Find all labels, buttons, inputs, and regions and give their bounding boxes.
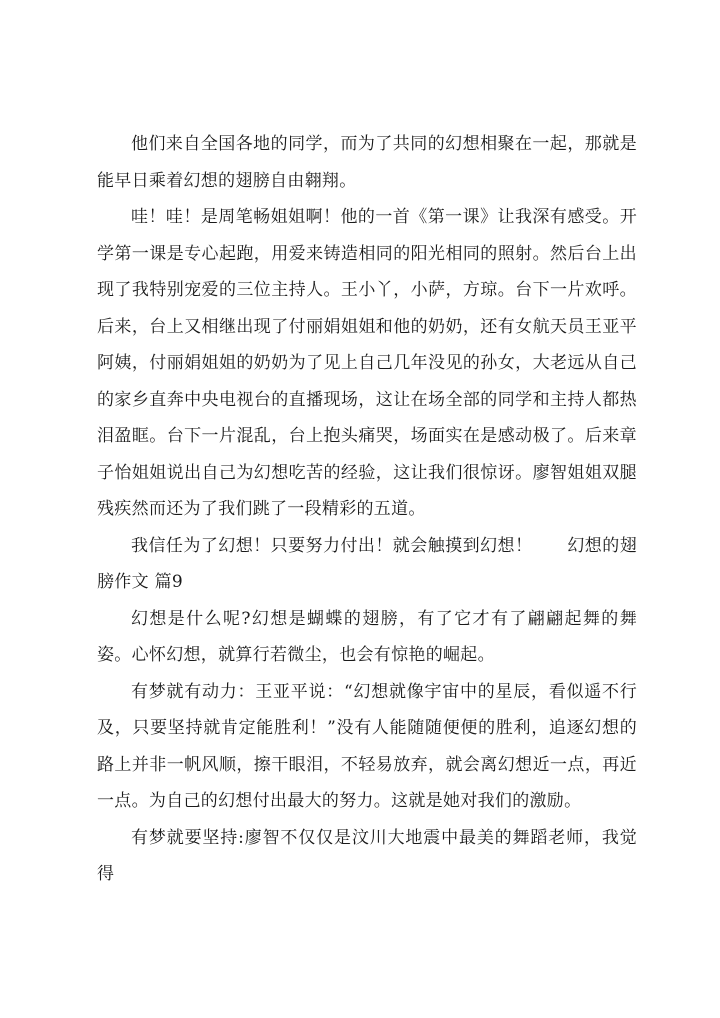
document-body (97, 126, 637, 893)
paragraph-4: 幻想是什么呢?幻想是蝴蝶的翅膀，有了它才有了翩翩起舞的舞姿。心怀幻想，就算行若微尘，也会有惊艳的崛起。 (97, 608, 637, 665)
paragraph-1: 他们来自全国各地的同学，而为了共同的幻想相聚在一起，那就是能早日乘着幻想的翅膀自由翱翔。 (97, 134, 637, 191)
paragraph-3: 我信任为了幻想！只要努力付出！就会触摸到幻想！ 幻想的翅膀作文 篇9 (97, 535, 637, 592)
paragraph-5: 有梦就有动力：王亚平说：“幻想就像宇宙中的星辰，看似遥不行及，只要坚持就肯定能胜利！”没有人能随随便便的胜利，追逐幻想的路上并非一帆风顺，擦干眼泪，不轻易放弃，就会离幻想近一点，再近一点。为自己的幻想付出最大的努力。这就是她对我们的激励。 (97, 681, 637, 811)
paragraph-2: 哇！哇！是周笔畅姐姐啊！他的一首《第一课》让我深有感受。开学第一课是专心起跑，用爱来铸造相同的阳光相同的照射。然后台上出现了我特别宠爱的三位主持人。王小丫，小萨，方琼。台下一片欢呼。后来，台上又相继出现了付丽娟姐姐和他的奶奶，还有女航天员王亚平阿姨，付丽娟姐姐的奶奶为了见上自己几年没见的孙女，大老远从自己的家乡直奔中央电视台的直播现场，这让在场全部的同学和主持人都热泪盈眶。台下一片混乱，台上抱头痛哭，场面实在是感动极了。后来章子怡姐姐说出自己为幻想吃苦的经验，这让我们很惊讶。廖智姐姐双腿残疾然而还为了我们跳了一段精彩的五道。 (97, 207, 637, 519)
paragraph-6: 有梦就要坚持:廖智不仅仅是汶川大地震中最美的舞蹈老师，我觉得 (97, 827, 637, 884)
